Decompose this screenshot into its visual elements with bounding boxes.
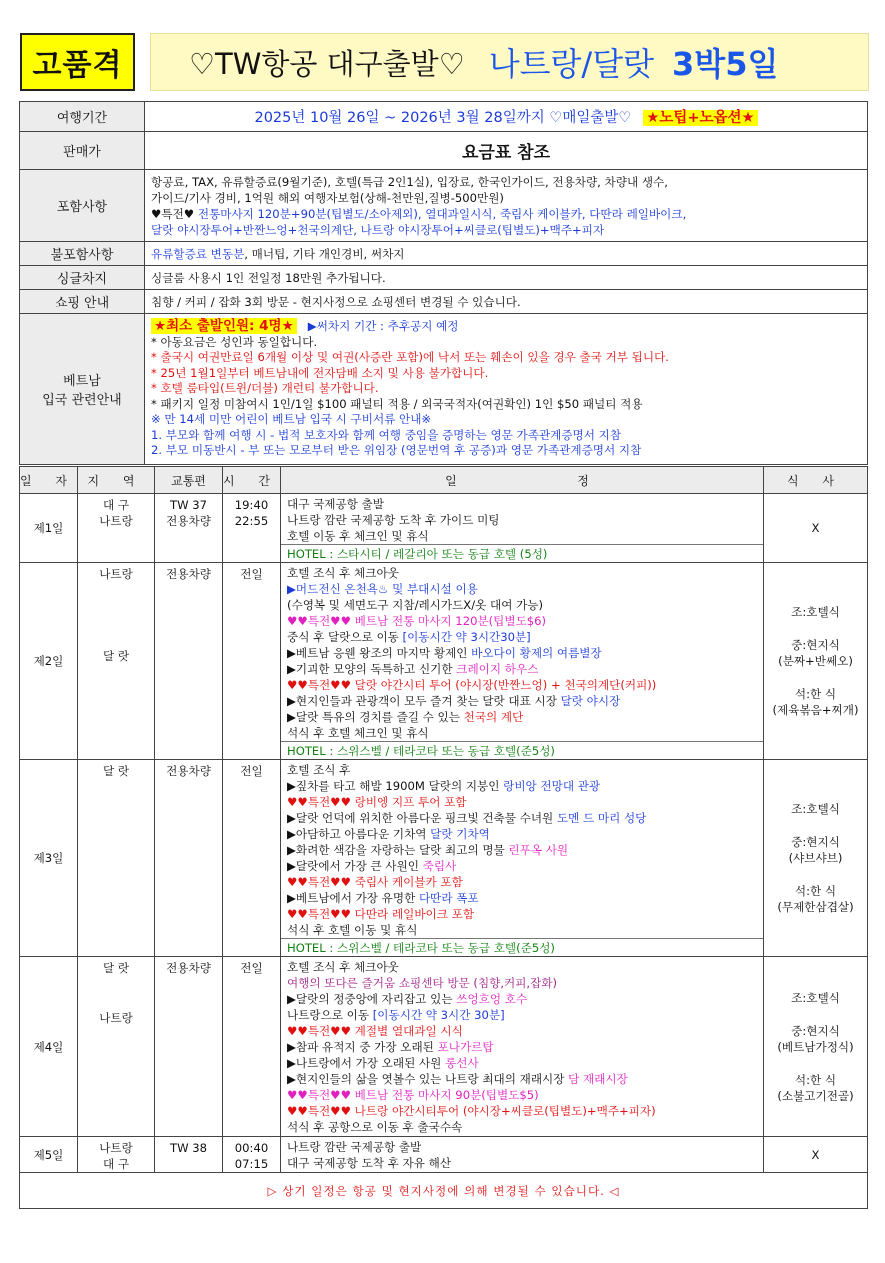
entry-value: ★최소 출발인원: 4명★ ▶써차지 기간 : 추후공지 예정 * 아동요금은 성인과 동일합니다. * 출국시 여권만료일 6개월 이상 및 여권(사증란 포함)에 낙서 또는 훼손이 있을 경우 출국 거부 됩니다. * 25년 1월1일부터 베트남내에 전자담배 소지 및 사용 불가합니다. * 호텔 룸타입(트윈/더블) 개런티 불가합니다. * 패키지 일정 미참여시 1인/1일 $100 패널티 적용 / 외국국적자(여권확인) 1인 $50 패널티 적용 ※ 만 14세 미만 어린이 베트남 입국 시 구비서류 안내※ 1. 부모와 함께 여행 시 - 법적 보호자와 함께 여행 중임을 증명하는 영문 가족관계증명서 지참 2. 부모 미동반시 - 부 또는 모로부터 받은 위임장 (영문번역 후 공증)과 영문 가족관계증명서 지참 — [145, 314, 868, 465]
meal-cell: 조:호텔식 중:현지식 (분짜+반쎄오) 석:한 식 (제육볶음+찌개) — [764, 563, 868, 760]
day-label: 제5일 — [20, 1137, 78, 1173]
shopping-value: 침향 / 커피 / 잡화 3회 방문 - 현지사정으로 쇼핑센터 변경될 수 있습니다. — [145, 290, 868, 314]
title-duration: 3박5일 — [672, 45, 779, 83]
transport-cell: 전용차량 — [155, 760, 223, 957]
entry-label: 베트남 입국 관련안내 — [20, 314, 145, 465]
period-tag: ★노팁+노옵션★ — [643, 110, 757, 126]
plan-cell: 호텔 조식 후 ▶짚차를 타고 해발 1900M 달랏의 지붕인 랑비앙 전망대 관광 ♥♥특전♥♥ 랑비엥 지프 투어 포함 ▶달랏 언덕에 위치한 아름다운 핑크빛 건축물 수녀원 도멘 드 마리 성당 ▶아담하고 아름다운 기차역 달랏 기차역 ▶화려한 색감을 자랑하는 달랏 최고의 명물 린푸옥 사원 ▶달랏에서 가장 큰 사원인 죽림사 ♥♥특전♥♥ 죽림사 케이블카 포함 ▶베트남에서 가장 유명한 다딴라 폭포 ♥♥특전♥♥ 다딴라 레일바이크 포함 석식 후 호텔 이동 및 휴식 HOTEL : 스위스벨 / 테라코타 또는 동급 호텔(준5성) — [281, 760, 764, 957]
seller-label: 판매가 — [20, 132, 145, 170]
table-row — [20, 760, 868, 957]
region-cell: 달 랏 — [78, 760, 155, 957]
time-cell: 19:40 22:55 — [223, 494, 281, 563]
region-cell: 달 랏 나트랑 — [78, 957, 155, 1137]
plan-cell: 호텔 조식 후 체크아웃 여행의 또다른 즐거움 쇼핑센타 방문 (침향,커피,잡화) ▶달랏의 정중앙에 자리잡고 있는 쓰엉흐엉 호수 나트랑으로 이동 [이동시간 약 3시간 30분] ♥♥특전♥♥ 계절별 열대과일 시식 ▶참파 유적지 중 가장 오래된 포나가르탑 ▶나트랑에서 가장 오래된 사원 롱선사 ▶현지인들의 삶을 엿볼수 있는 나트랑 최대의 재래시장 담 재래시장 ♥♥특전♥♥ 베트남 전통 마사지 90분(팁별도$5) ♥♥특전♥♥ 나트랑 야간시티투어 (야시장+씨클로(팁별도)+맥주+피자) 석식 후 공항으로 이동 후 출국수속 — [281, 957, 764, 1137]
region-cell: 대 구 나트랑 — [78, 494, 155, 563]
grade-badge: 고품격 — [20, 33, 135, 91]
tour-title — [150, 33, 869, 91]
header-plan: 일 정 — [281, 467, 764, 494]
header-region: 지 역 — [78, 467, 155, 494]
include-label: 포함사항 — [20, 170, 145, 242]
schedule-notice: ▷ 상기 일정은 항공 및 현지사정에 의해 변경될 수 있습니다. ◁ — [20, 1173, 868, 1209]
period-label: 여행기간 — [20, 102, 145, 132]
region-cell: 나트랑 대 구 — [78, 1137, 155, 1173]
header-transport: 교통편 — [155, 467, 223, 494]
single-value: 싱글룸 사용시 1인 전일정 18만원 추가됩니다. — [145, 266, 868, 290]
plan-cell: 호텔 조식 후 체크아웃 ▶머드전신 온천욕♨ 및 부대시설 이용 (수영복 및 세면도구 지참/레시가드X/옷 대여 가능) ♥♥특전♥♥ 베트남 전통 마사지 120분(팁별도$6) 중식 후 달랏으로 이동 [이동시간 약 3시간30분] ▶베트남 응웬 왕조의 마지막 황제인 바오다이 황제의 여름별장 ▶기괴한 모양의 독특하고 신기한 크레이지 하우스 ♥♥특전♥♥ 달랏 야간시티 투어 (야시장(반짠느엉) + 천국의계단(커피)) ▶현지인들과 관광객이 모두 즐겨 찾는 달랏 대표 시장 달랏 야시장 ▶달랏 특유의 경치를 즐길 수 있는 천국의 계단 석식 후 호텔 체크인 및 휴식 HOTEL : 스위스벨 / 테라코타 또는 동급 호텔(준5성) — [281, 563, 764, 760]
table-row — [20, 494, 868, 563]
time-cell: 전일 — [223, 760, 281, 957]
transport-cell: 전용차량 — [155, 563, 223, 760]
meal-cell: X — [764, 494, 868, 563]
tour-info-table — [19, 101, 868, 465]
time-cell: 전일 — [223, 563, 281, 760]
exclude-value: 유류할증료 변동분, 매너팁, 기타 개인경비, 써차지 — [145, 242, 868, 266]
transport-cell: TW 38 — [155, 1137, 223, 1173]
meal-cell: X — [764, 1137, 868, 1173]
single-label: 싱글차지 — [20, 266, 145, 290]
day-label: 제3일 — [20, 760, 78, 957]
min-pax-badge: ★최소 출발인원: 4명★ — [151, 318, 297, 334]
time-cell: 00:40 07:15 — [223, 1137, 281, 1173]
transport-cell: TW 37 전용차량 — [155, 494, 223, 563]
transport-cell: 전용차량 — [155, 957, 223, 1137]
shopping-label: 쇼핑 안내 — [20, 290, 145, 314]
day-label: 제1일 — [20, 494, 78, 563]
table-row — [20, 1137, 868, 1173]
exclude-label: 불포함사항 — [20, 242, 145, 266]
hotel-line: HOTEL : 스위스벨 / 테라코타 또는 동급 호텔(준5성) — [281, 938, 763, 956]
header-meal: 식 사 — [764, 467, 868, 494]
period-value: 2025년 10월 26일 ~ 2026년 3월 28일까지 ♡매일출발♡ ★노팁+노옵션★ — [145, 102, 868, 132]
title-airline: ♡TW항공 대구출발♡ — [189, 46, 465, 81]
hotel-line: HOTEL : 스위스벨 / 테라코타 또는 동급 호텔(준5성) — [281, 741, 763, 759]
title-destination: 나트랑/달랏 — [488, 45, 655, 83]
meal-cell: 조:호텔식 중:현지식 (샤브샤브) 석:한 식 (무제한삼겹살) — [764, 760, 868, 957]
plan-cell: 대구 국제공항 출발 나트랑 깜란 국제공항 도착 후 가이드 미팅 호텔 이동 후 체크인 및 휴식 HOTEL : 스타시티 / 레갈리아 또는 동급 호텔 (5성) — [281, 494, 764, 563]
table-row — [20, 563, 868, 760]
day-label: 제2일 — [20, 563, 78, 760]
header-time: 시 간 — [223, 467, 281, 494]
seller-value: 요금표 참조 — [145, 132, 868, 170]
itinerary-table — [19, 466, 868, 1209]
include-value: 항공료, TAX, 유류할증료(9월기준), 호텔(특급 2인1실), 입장료, 한국인가이드, 전용차량, 차량내 생수, 가이드/기사 경비, 1억원 해외 여행자보험(상해-천만원,질병-500만원) ♥특전♥ 전통마사지 120분+90분(팁별도/소아제외), 열대과일시식, 죽림사 케이블카, 다딴라 레일바이크, 달랏 야시장투어+반짠느엉+천국의계단, 나트랑 야시장투어+씨클로(팁별도)+맥주+피자 — [145, 170, 868, 242]
hotel-line: HOTEL : 스타시티 / 레갈리아 또는 동급 호텔 (5성) — [281, 544, 763, 562]
meal-cell: 조:호텔식 중:현지식 (베트남가정식) 석:한 식 (소불고기전골) — [764, 957, 868, 1137]
day-label: 제4일 — [20, 957, 78, 1137]
plan-cell: 나트랑 깜란 국제공항 출발 대구 국제공항 도착 후 자유 해산 — [281, 1137, 764, 1173]
header-day: 일 자 — [20, 467, 78, 494]
table-row — [20, 957, 868, 1137]
region-cell: 나트랑 달 랏 — [78, 563, 155, 760]
time-cell: 전일 — [223, 957, 281, 1137]
